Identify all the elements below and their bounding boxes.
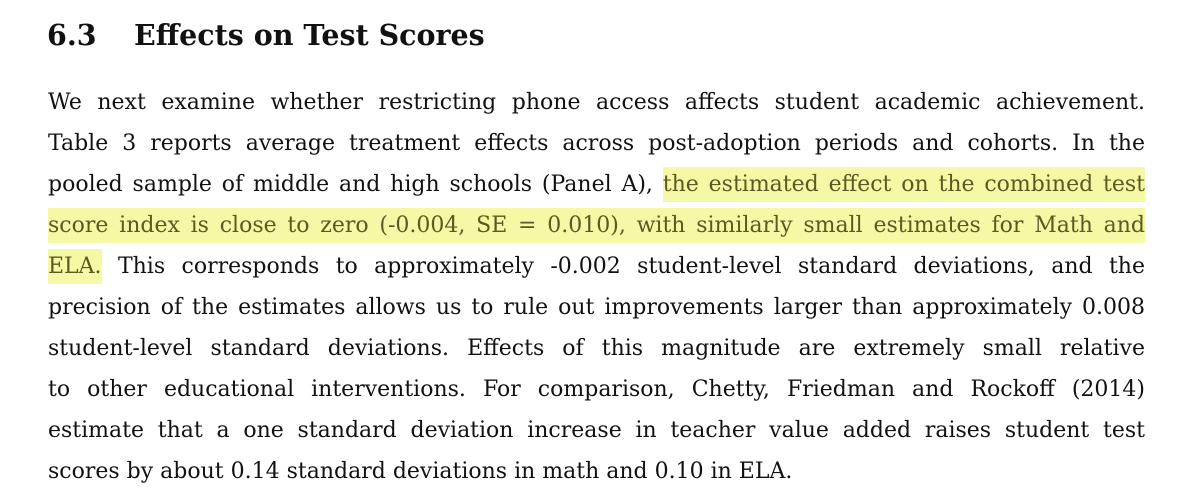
line-text: Table 3 reports average treatment effects across post-adoption periods and cohorts. In the — [48, 131, 1145, 156]
paragraph-line — [48, 164, 1145, 205]
body-paragraph — [48, 82, 1145, 492]
line-text: precision of the estimates allows us to rule out improvements larger than approximately 0.008 — [48, 295, 1145, 320]
paragraph-line — [48, 246, 1145, 287]
section-title: Effects on Test Scores — [134, 18, 485, 52]
paragraph-line — [48, 287, 1145, 328]
section-number: 6.3 — [47, 18, 97, 52]
line-text: estimate that a one standard deviation increase in teacher value added raises student test — [48, 418, 1145, 443]
highlighted-text: the estimated effect on the combined test — [663, 167, 1145, 202]
highlighted-text: ELA. — [48, 249, 102, 284]
section-heading — [47, 15, 485, 55]
highlighted-text: score index is close to zero (-0.004, SE = 0.010), with similarly small estimates for Math and — [48, 208, 1145, 243]
paragraph-line — [48, 410, 1145, 451]
line-text: pooled sample of middle and high schools (Panel A), — [48, 172, 663, 197]
line-text: scores by about 0.14 standard deviations in math and 0.10 in ELA. — [48, 459, 793, 484]
paragraph-line — [48, 123, 1145, 164]
line-text: This corresponds to approximately -0.002 student-level standard deviations, and the — [101, 254, 1145, 279]
line-text: We next examine whether restricting phone access affects student academic achievement. — [48, 90, 1145, 115]
paragraph-line — [48, 205, 1145, 246]
paragraph-line — [48, 328, 1145, 369]
line-text: to other educational interventions. For comparison, Chetty, Friedman and Rockoff (2014) — [48, 377, 1145, 402]
paragraph-line — [48, 451, 1145, 492]
paragraph-line — [48, 82, 1145, 123]
line-text: student-level standard deviations. Effects of this magnitude are extremely small relative — [48, 336, 1145, 361]
paragraph-line — [48, 369, 1145, 410]
